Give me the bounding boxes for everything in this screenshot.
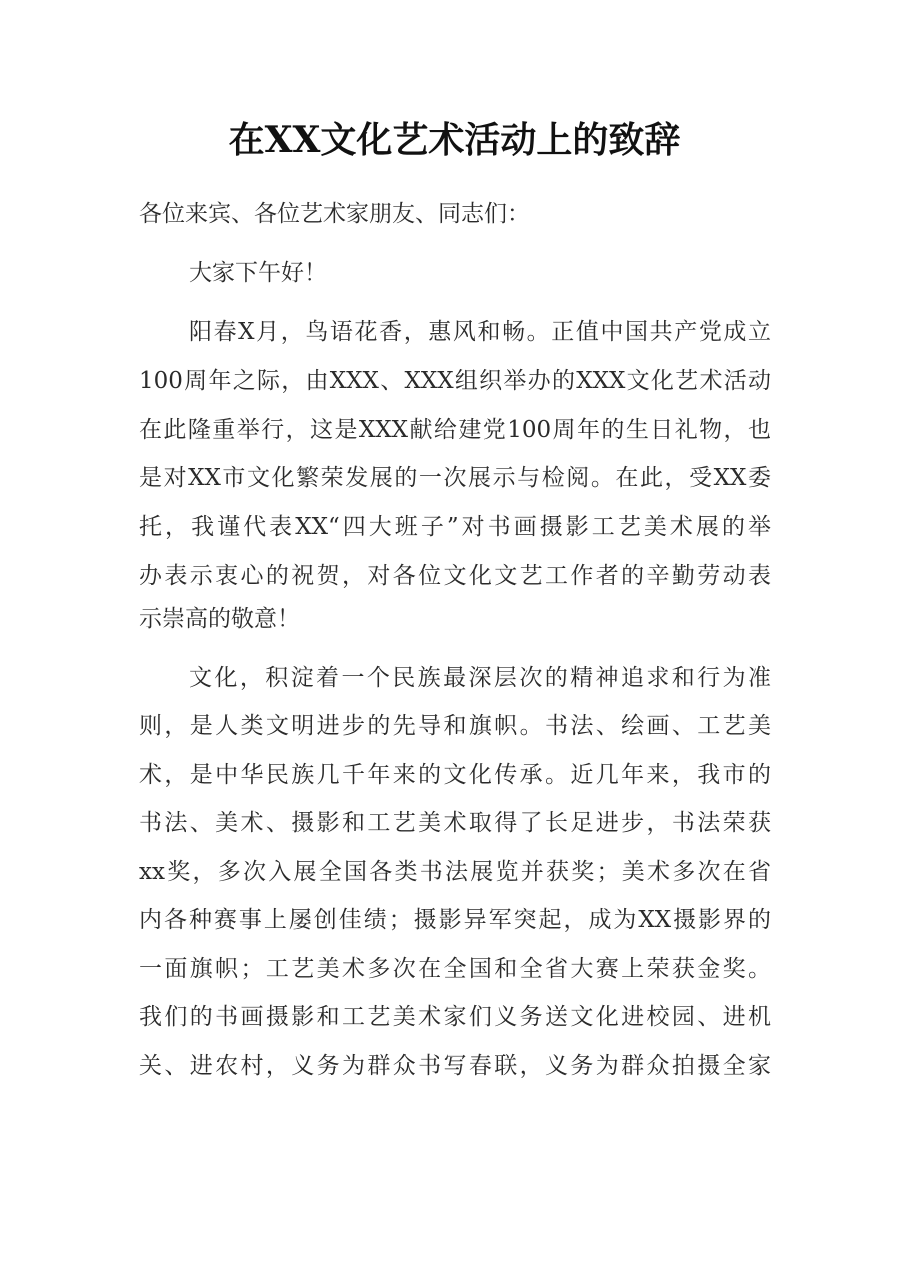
- paragraph2-line: 术，是中华民族几千年来的文化传承。近几年来，我市的: [139, 762, 771, 788]
- paragraph1-line: 示崇高的敬意！: [139, 606, 300, 632]
- paragraph2-line: 文化，积淀着一个民族最深层次的精神追求和行为准: [189, 665, 771, 691]
- paragraph1-line: 是对XX市文化繁荣发展的一次展示与检阅。在此，受XX委: [139, 465, 771, 491]
- greeting-line: 大家下午好！: [189, 260, 327, 286]
- paragraph2-line: 我们的书画摄影和工艺美术家们义务送文化进校园、进机: [139, 1004, 771, 1030]
- paragraph1-line: 在此隆重举行，这是XXX献给建党100周年的生日礼物，也: [139, 417, 771, 443]
- paragraph2-line: 则，是人类文明进步的先导和旗帜。书法、绘画、工艺美: [139, 713, 771, 739]
- paragraph1-line: 办表示衷心的祝贺，对各位文化文艺工作者的辛勤劳动表: [139, 563, 771, 589]
- paragraph1-line: 100周年之际，由XXX、XXX组织举办的XXX文化艺术活动: [139, 368, 771, 394]
- paragraph1-line: 阳春X月，鸟语花香，惠风和畅。正值中国共产党成立: [189, 319, 771, 345]
- paragraph2-line: xx奖，多次入展全国各类书法展览并获奖；美术多次在省: [139, 859, 771, 885]
- paragraph2-line: 一面旗帜；工艺美术多次在全国和全省大赛上荣获金奖。: [139, 956, 771, 982]
- salutation-line: 各位来宾、各位艺术家朋友、同志们：: [139, 201, 530, 227]
- paragraph2-line: 内各种赛事上屡创佳绩；摄影异军突起，成为XX摄影界的: [139, 907, 771, 933]
- paragraph2-line: 书法、美术、摄影和工艺美术取得了长足进步，书法荣获: [139, 810, 771, 836]
- paragraph2-line: 关、进农村，义务为群众书写春联，义务为群众拍摄全家: [139, 1053, 771, 1079]
- document-title: 在XX文化艺术活动上的致辞: [228, 119, 681, 161]
- paragraph1-line: 托，我谨代表XX“四大班子”对书画摄影工艺美术展的举: [139, 514, 771, 540]
